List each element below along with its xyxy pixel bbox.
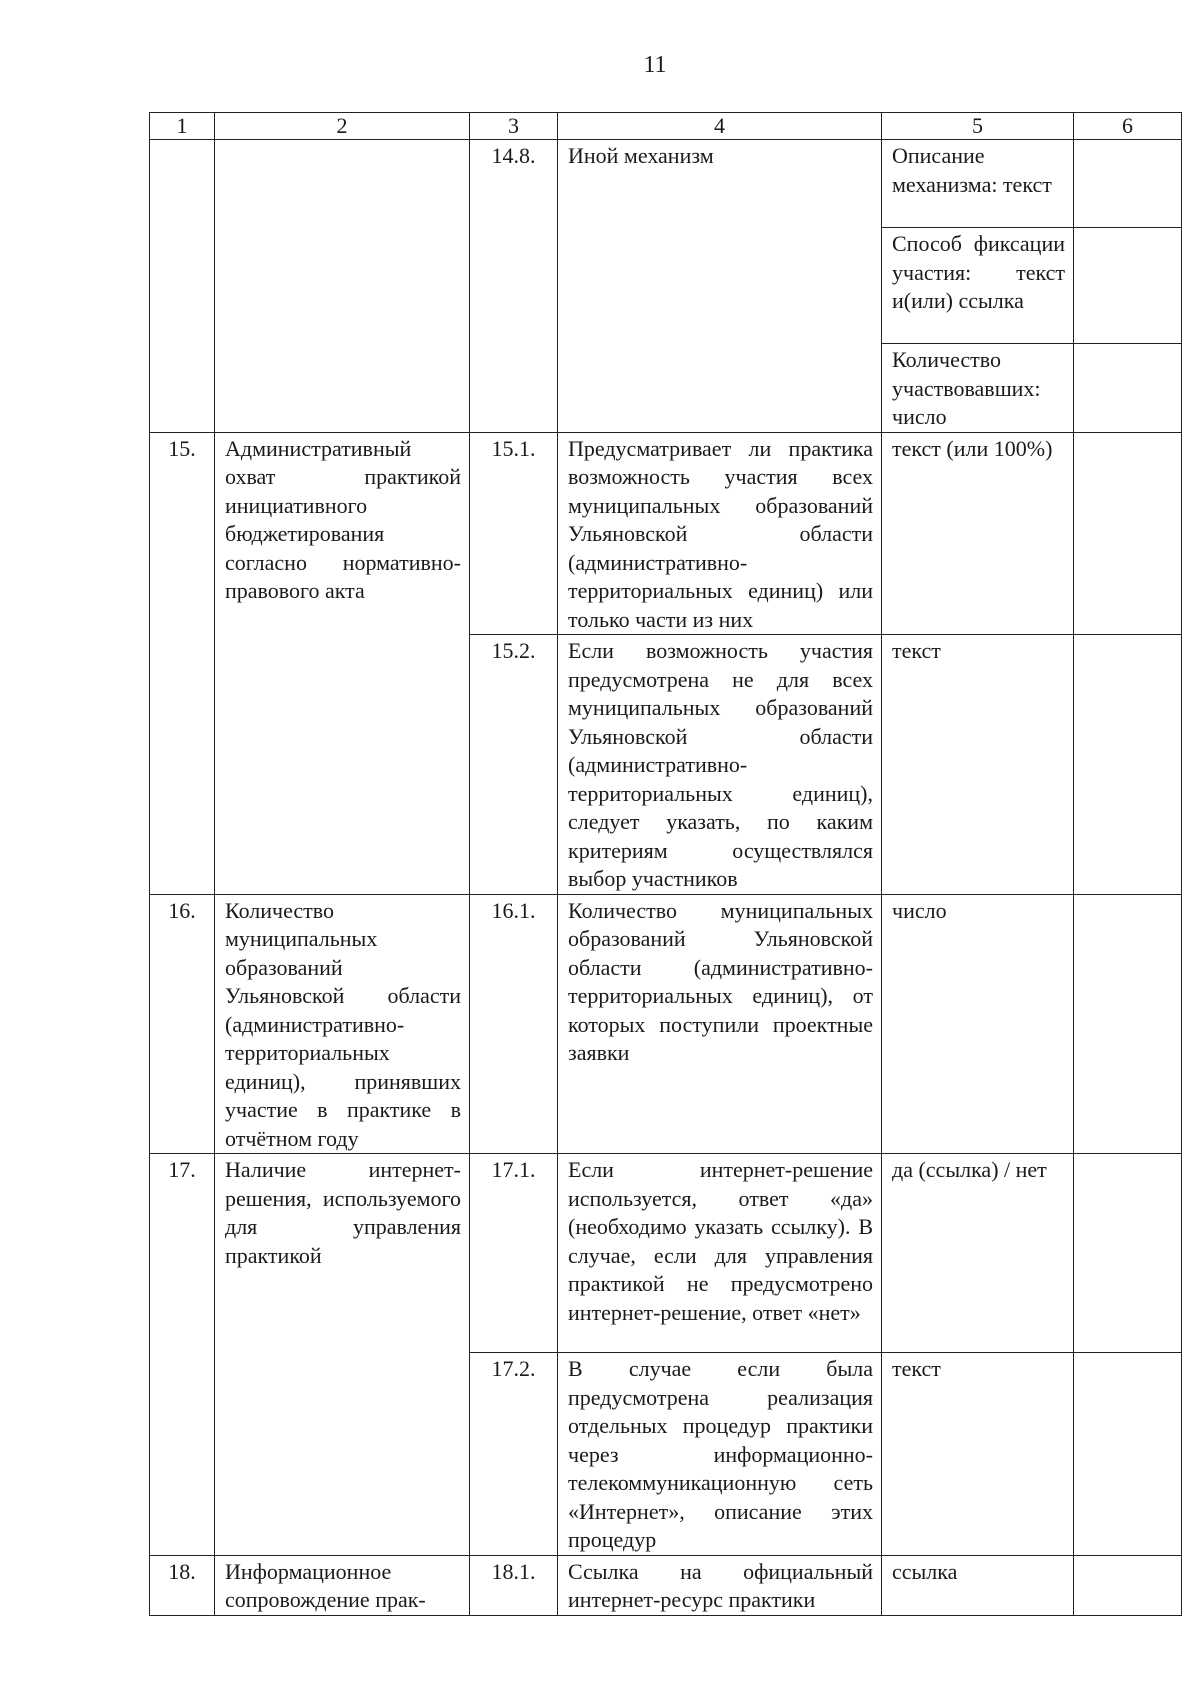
row-number: 15. <box>150 432 215 894</box>
table-row <box>150 1154 1182 1353</box>
value-cell <box>1074 1154 1182 1353</box>
answer-format: Описание механизма: текст <box>882 140 1074 228</box>
value-cell <box>1074 1353 1182 1556</box>
sub-description: Если интернет-решение используется, ответ «да» (необходимо указать ссылку). В случае, если для управления практикой не предусмотрено интернет-решение, ответ «нет» <box>558 1154 882 1353</box>
table-row <box>150 1555 1182 1615</box>
row-number-cell <box>150 140 215 433</box>
sub-number: 14.8. <box>470 140 558 433</box>
sub-number: 17.1. <box>470 1154 558 1353</box>
col-header-2: 2 <box>215 113 470 140</box>
col-header-5: 5 <box>882 113 1074 140</box>
table-row <box>150 894 1182 1154</box>
table-header-row <box>150 113 1182 140</box>
row-number: 16. <box>150 894 215 1154</box>
answer-format: текст (или 100%) <box>882 432 1074 635</box>
sub-description: Количество муниципальных образований Ульяновской области (административно-территориальных единиц), от которых поступили проектные заявки <box>558 894 882 1154</box>
sub-number: 16.1. <box>470 894 558 1154</box>
answer-format: текст <box>882 635 1074 895</box>
col-header-6: 6 <box>1074 113 1182 140</box>
sub-number: 18.1. <box>470 1555 558 1615</box>
answer-format: текст <box>882 1353 1074 1556</box>
row-name: Наличие интернет-решения, используемого для управления практикой <box>215 1154 470 1556</box>
row-name: Информационное сопровождение прак- <box>215 1555 470 1615</box>
value-cell <box>1074 140 1182 228</box>
value-cell <box>1074 635 1182 895</box>
value-cell <box>1074 1555 1182 1615</box>
row-number: 17. <box>150 1154 215 1556</box>
page-number: 11 <box>643 52 667 78</box>
value-cell <box>1074 432 1182 635</box>
answer-format: Способ фиксации участия: текст и(или) ссылка <box>882 228 1074 344</box>
answer-format: да (ссылка) / нет <box>882 1154 1074 1353</box>
sub-description: В случае если была предусмотрена реализация отдельных процедур практики через информационно-телекоммуникационную сеть «Интернет», описание этих процедур <box>558 1353 882 1556</box>
sub-number: 17.2. <box>470 1353 558 1556</box>
row-name-cell <box>215 140 470 433</box>
sub-description: Если возможность участия предусмотрена не для всех муниципальных образований Ульяновской области (административно-территориальных единиц), следует указать, по каким критериям осуществлялся выбор участников <box>558 635 882 895</box>
sub-description: Предусматривает ли практика возможность участия всех муниципальных образований Ульяновской области (административно-территориальных единиц) или только части из них <box>558 432 882 635</box>
col-header-4: 4 <box>558 113 882 140</box>
sub-description: Иной механизм <box>558 140 882 433</box>
value-cell <box>1074 228 1182 344</box>
criteria-table <box>149 112 1182 1616</box>
sub-number: 15.1. <box>470 432 558 635</box>
answer-format: Количество участвовавших: число <box>882 344 1074 433</box>
row-name: Административный охват практикой инициативного бюджетирования согласно нормативно-правового акта <box>215 432 470 894</box>
answer-format: число <box>882 894 1074 1154</box>
answer-format: ссылка <box>882 1555 1074 1615</box>
table-row <box>150 432 1182 635</box>
value-cell <box>1074 894 1182 1154</box>
row-number: 18. <box>150 1555 215 1615</box>
col-header-3: 3 <box>470 113 558 140</box>
row-name: Количество муниципальных образований Ульяновской области (административно-территориальных единиц), принявших участие в практике в отчётном году <box>215 894 470 1154</box>
sub-number: 15.2. <box>470 635 558 895</box>
value-cell <box>1074 344 1182 433</box>
sub-description: Ссылка на официальный интернет-ресурс практики <box>558 1555 882 1615</box>
table-row <box>150 140 1182 228</box>
col-header-1: 1 <box>150 113 215 140</box>
